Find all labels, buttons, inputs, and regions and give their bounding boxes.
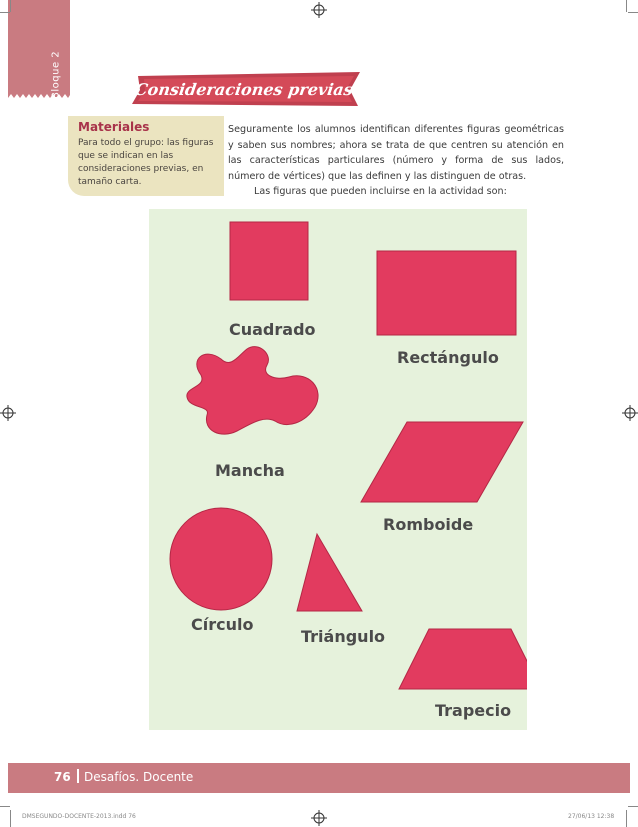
- bloque-label: Bloque 2: [50, 50, 62, 100]
- label-romboide: Romboide: [383, 515, 474, 534]
- intro-paragraph-2: Las figuras que pueden incluirse en la actividad son:: [254, 186, 507, 197]
- label-rectangulo: Rectángulo: [397, 348, 499, 367]
- banner-title: Consideraciones previas: [133, 79, 355, 99]
- registration-mark-icon: [622, 405, 638, 421]
- mancha-shape: [187, 347, 318, 435]
- registration-mark-icon: [0, 405, 16, 421]
- label-circulo: Círculo: [191, 615, 254, 634]
- footer-separator: [77, 769, 79, 783]
- crop-mark: [10, 0, 11, 12]
- registration-mark-icon: [311, 810, 327, 826]
- label-cuadrado: Cuadrado: [229, 320, 316, 339]
- intro-paragraph-1: Seguramente los alumnos identifican diferentes figuras geométricas y saben sus nombres; ahora se trata de que centren su atención en las características particulares (número y forma de sus lados, número de vértices) que las definen y las distinguen de otras.: [228, 124, 564, 182]
- materials-title: Materiales: [78, 120, 150, 134]
- label-mancha: Mancha: [215, 461, 285, 480]
- crop-mark: [626, 0, 627, 12]
- slug-file: DMSEGUNDO-DOCENTE-2013.indd 76: [22, 813, 136, 820]
- registration-mark-icon: [311, 2, 327, 18]
- triangulo-shape: [297, 534, 362, 611]
- slug-date: 27/06/13 12:38: [568, 813, 615, 820]
- trapecio-shape: [399, 629, 527, 689]
- romboide-shape: [361, 422, 523, 502]
- materials-text: Para todo el grupo: las figuras que se indican en las consideraciones previas, en tamaño carta.: [78, 138, 214, 187]
- label-trapecio: Trapecio: [435, 701, 512, 720]
- crop-mark: [628, 12, 638, 13]
- figures-panel: [149, 209, 527, 730]
- circulo-shape: [170, 508, 272, 610]
- rectangulo-shape: [377, 251, 516, 335]
- intro-text: [228, 122, 564, 200]
- cuadrado-shape: [230, 222, 308, 300]
- figures-canvas: [149, 209, 527, 730]
- crop-mark: [0, 12, 10, 13]
- materials-box: [68, 116, 224, 196]
- crop-mark: [628, 806, 638, 807]
- crop-mark: [626, 810, 627, 827]
- label-triangulo: Triángulo: [301, 627, 386, 646]
- page-number: 76: [54, 770, 71, 784]
- footer-text: Desafíos. Docente: [84, 770, 194, 784]
- crop-mark: [0, 806, 10, 807]
- crop-mark: [10, 810, 11, 827]
